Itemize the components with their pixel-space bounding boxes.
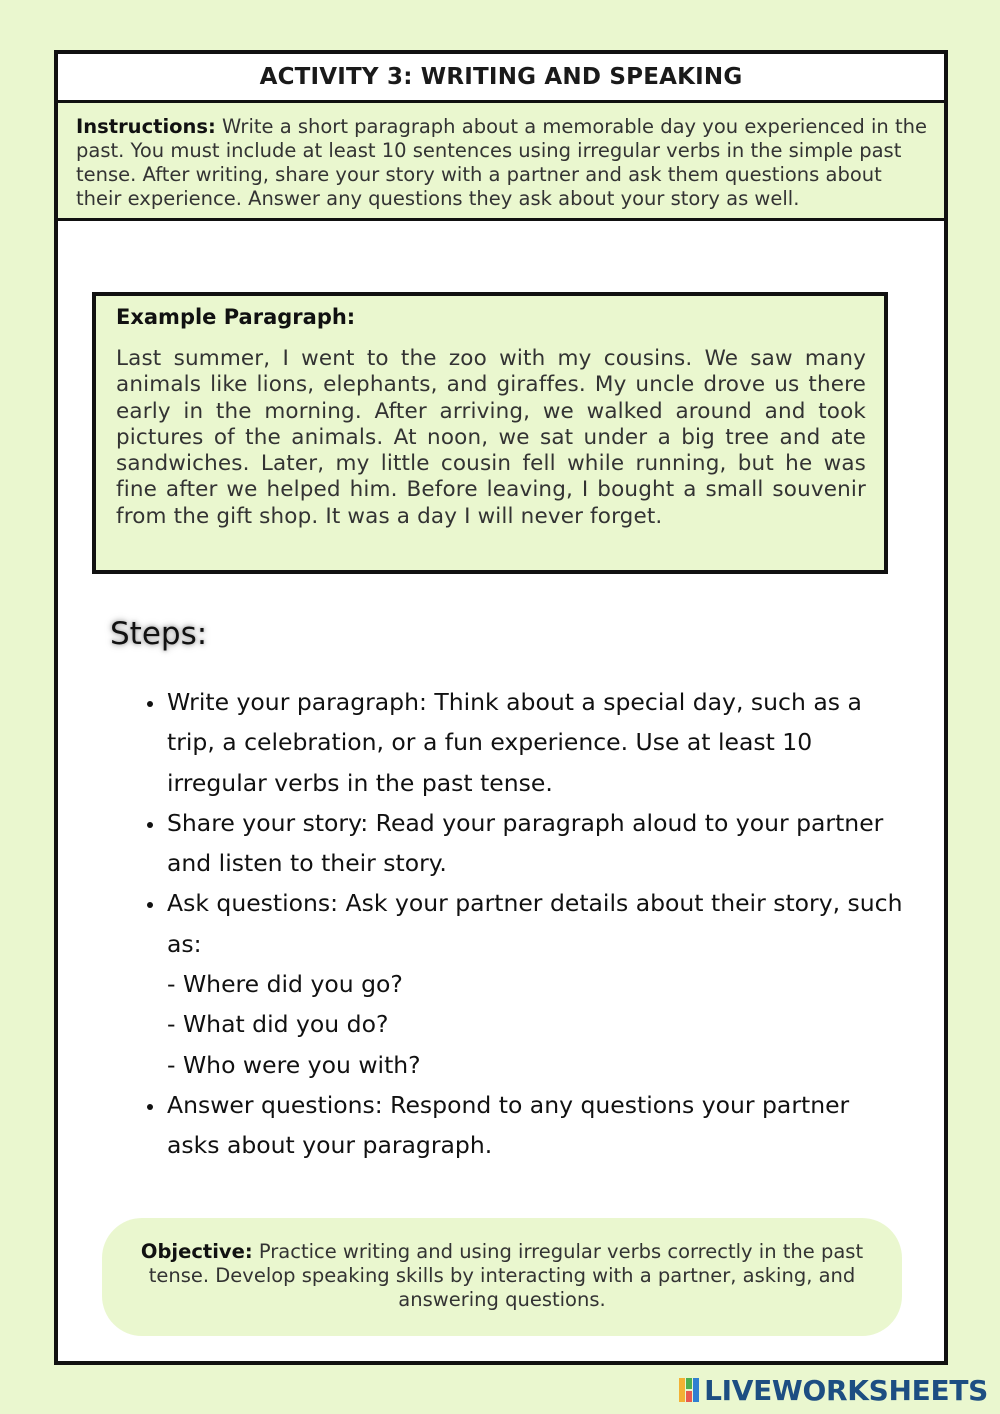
liveworksheets-brand[interactable] xyxy=(679,1370,988,1410)
sub-question: - Where did you go? xyxy=(167,970,403,999)
step-text: Share your story: Read your paragraph aloud to your partner and listen to their story. xyxy=(167,808,884,878)
activity-card xyxy=(54,50,948,1365)
liveworksheets-logo-icon xyxy=(679,1376,701,1404)
instructions-label: Instructions: xyxy=(76,115,216,138)
step-item xyxy=(166,1085,906,1166)
instructions-text: Write a short paragraph about a memorable day you experienced in the past. You must include at least 10 sentences using irregular verbs in the simple past tense. After writing, share your story with a partner and ask them questions about their experience. Answer any questions they ask about your story as well. xyxy=(76,115,927,210)
objective-label: Objective: xyxy=(140,1240,253,1263)
instructions-section xyxy=(58,103,944,221)
steps-heading: Steps: xyxy=(110,616,208,652)
brand-name: LIVEWORKSHEETS xyxy=(704,1373,988,1407)
sub-question: - What did you do? xyxy=(167,1010,389,1039)
step-item xyxy=(166,883,906,1084)
step-text: Ask questions: Ask your partner details about their story, such as: xyxy=(167,889,903,958)
example-paragraph: Last summer, I went to the zoo with my cousins. We saw many animals like lions, elephants, and giraffes. My uncle drove us there early in the morning. After arriving, we walked around and took pictures of the animals. At noon, we sat under a big tree and ate sandwiches. Later, my little cousin fell while running, but he was fine after we helped him. Before leaving, I bought a small souvenir from the gift shop. It was a day I will never forget. xyxy=(116,346,866,529)
activity-title xyxy=(58,54,944,103)
steps-list xyxy=(134,682,906,1166)
objective-box xyxy=(102,1218,902,1336)
step-text: Answer questions: Respond to any questions your partner asks about your paragraph. xyxy=(167,1090,850,1160)
example-heading: Example Paragraph: xyxy=(116,305,356,329)
activity-title-text: ACTIVITY 3: WRITING AND SPEAKING xyxy=(259,64,743,90)
step-item xyxy=(166,803,906,884)
step-text: Write your paragraph: Think about a special day, such as a trip, a celebration, or a fun experience. Use at least 10 irregular verbs in the past tense. xyxy=(167,688,862,797)
sub-question: - Who were you with? xyxy=(167,1050,421,1079)
step-item xyxy=(166,682,906,803)
example-paragraph-box xyxy=(92,292,888,574)
objective-text: Practice writing and using irregular verbs correctly in the past tense. Develop speaking skills by interacting with a partner, asking, and answering questions. xyxy=(148,1240,864,1311)
